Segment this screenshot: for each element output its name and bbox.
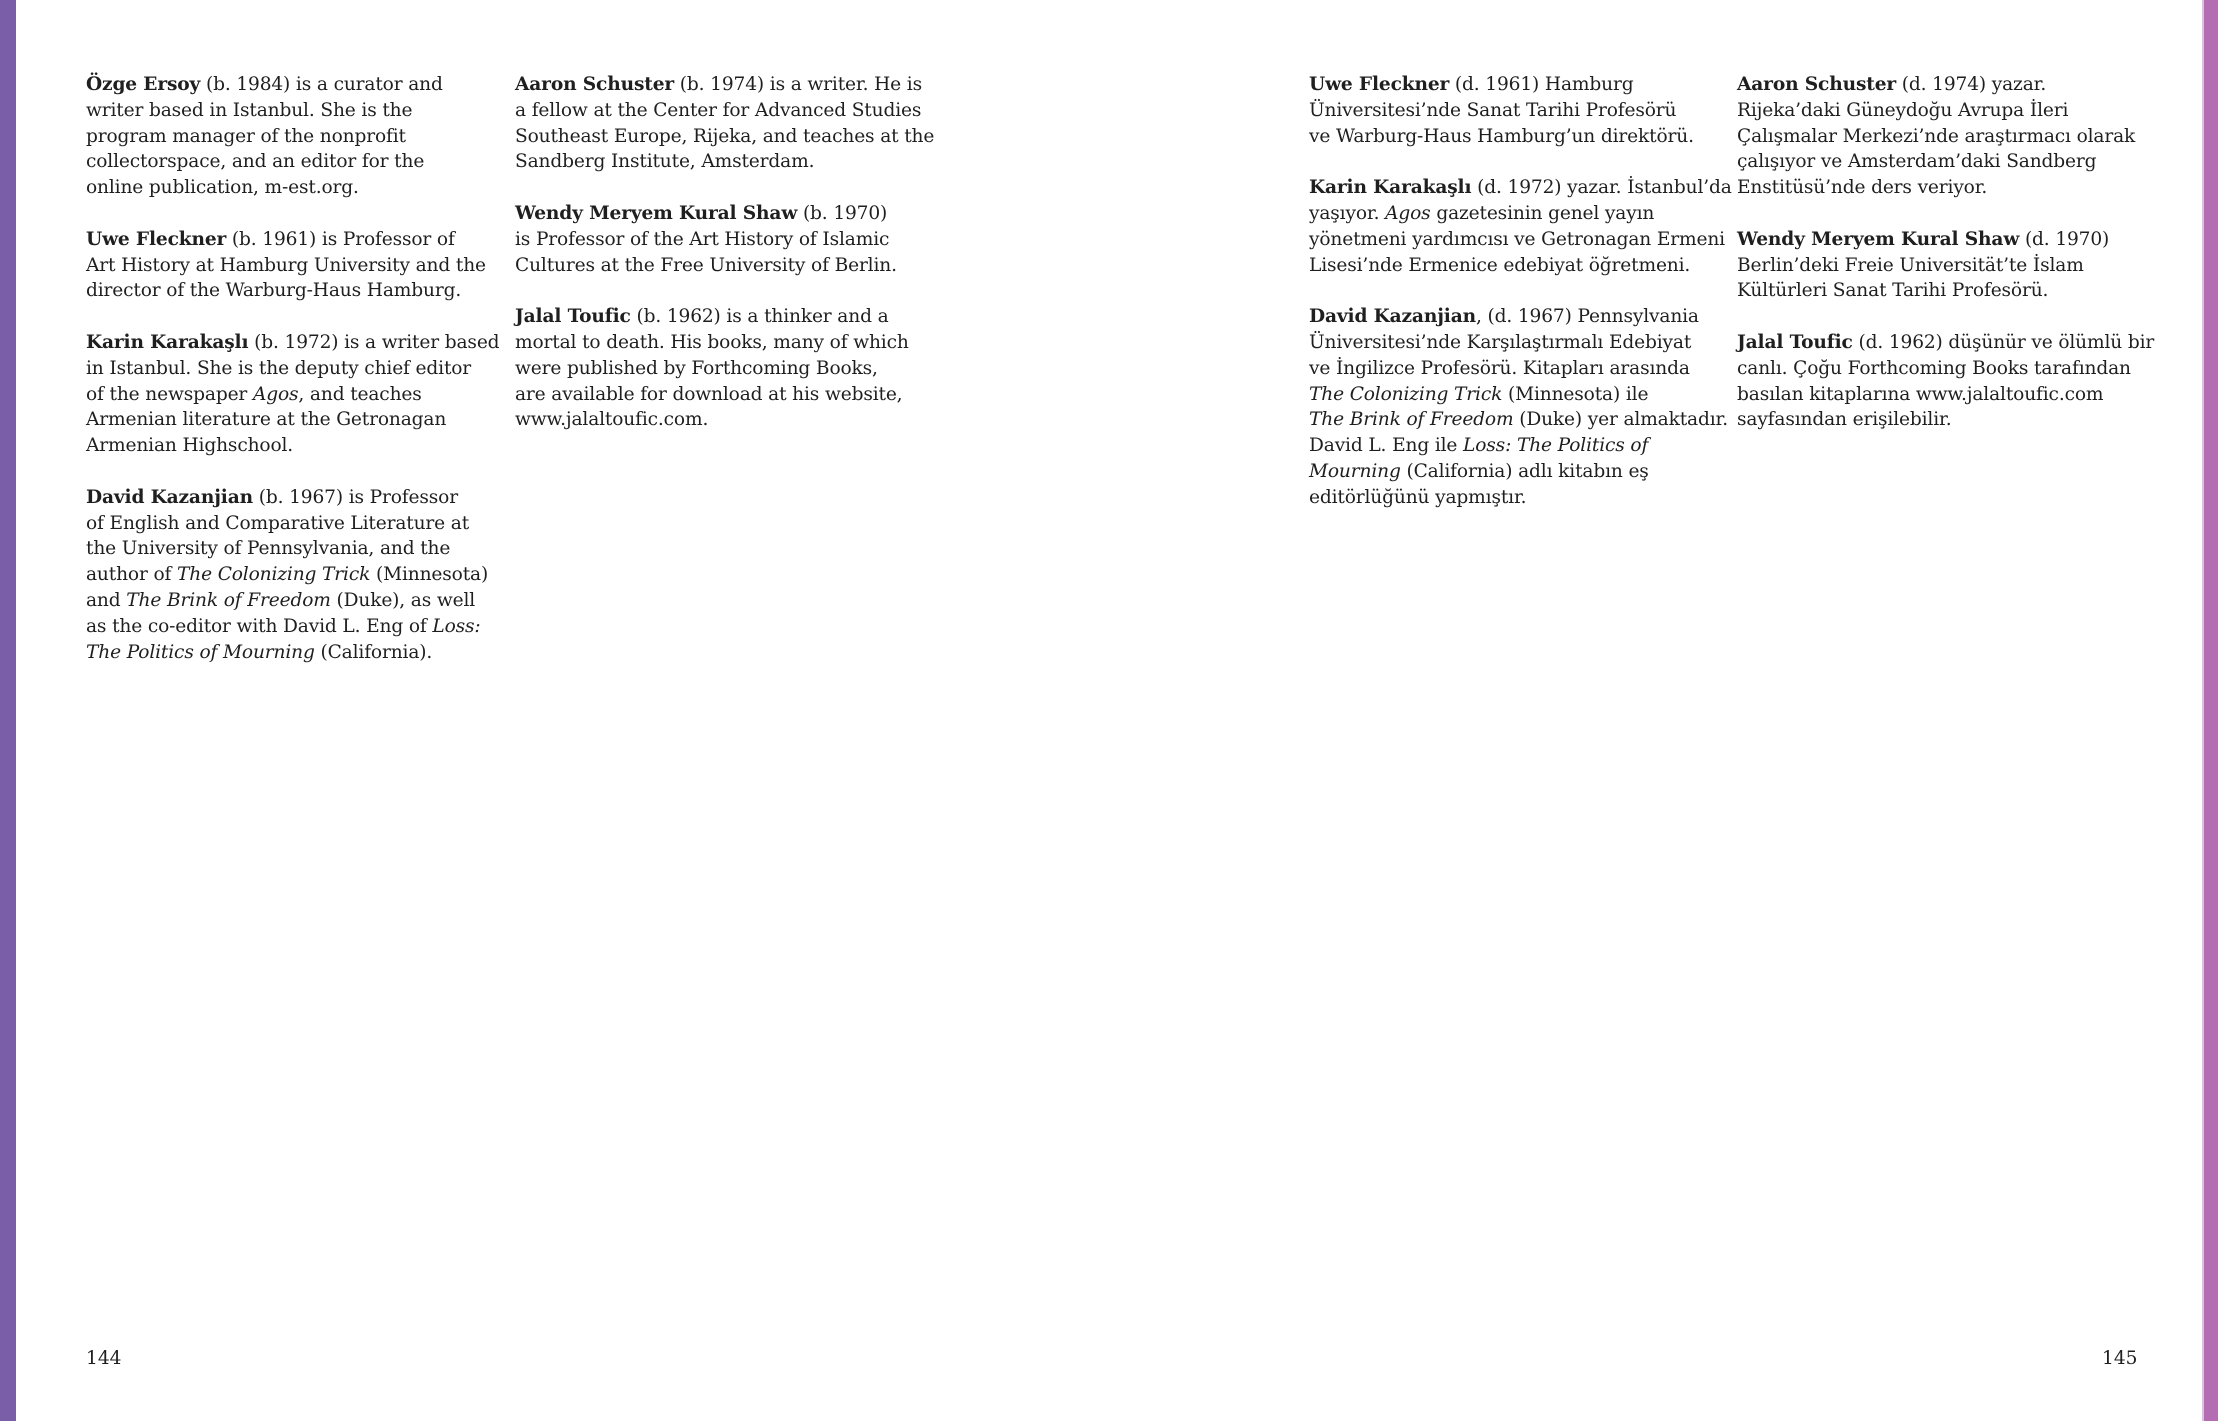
bio-line [1309, 459, 1709, 485]
bio-text: program manager of the nonprofit [86, 125, 406, 147]
bio-line [1309, 433, 1709, 459]
bio-line [86, 433, 486, 459]
bio-column-turkish-2 [1737, 72, 2155, 459]
bio-line [1737, 330, 2155, 356]
bio-line [515, 227, 915, 253]
bio-line [515, 253, 915, 279]
contributor-name: Aaron Schuster [515, 74, 675, 95]
bio-text: (d. 1970) [2019, 228, 2110, 250]
bio-text: (b. 1974) is a writer. He is [674, 74, 922, 95]
bio-line [1309, 227, 1725, 253]
bio-line [86, 253, 486, 279]
bio-text: director of the Warburg-Haus Hamburg. [86, 280, 462, 302]
bio-line [86, 124, 486, 150]
bio-line [86, 356, 486, 382]
page-number-left: 144 [86, 1348, 122, 1369]
italic-title-text: The Brink of Freedom [1309, 409, 1514, 431]
bio-line [1309, 356, 1709, 382]
bio-text: Çalışmalar Merkezi’nde araştırmacı olarak [1737, 125, 2136, 147]
bio-text: author of [86, 564, 177, 586]
bio-text: (b. 1970) [797, 202, 888, 224]
bio-line [1309, 72, 1709, 98]
bio-entry [515, 304, 915, 433]
bio-text: gazetesinin genel yayın [1430, 202, 1655, 224]
bio-entry [86, 227, 486, 304]
bio-text: (Duke), as well [330, 589, 476, 611]
bio-text: basılan kitaplarına www.jalaltoufic.com [1737, 383, 2104, 405]
bio-line [515, 356, 915, 382]
bio-text: (d. 1972) yazar. İstanbul’da [1471, 177, 1732, 199]
bio-text: writer based in Istanbul. She is the [86, 99, 413, 121]
bio-text: Sandberg Institute, Amsterdam. [515, 151, 815, 173]
bio-text: (d. 1962) düşünür ve ölümlü bir [1852, 331, 2155, 353]
bio-text: Art History at Hamburg University and the [86, 254, 486, 276]
bio-text: , (d. 1967) Pennsylvania [1475, 306, 1699, 328]
bio-entry [1309, 304, 1728, 510]
bio-text: of English and Comparative Literature at [86, 512, 470, 534]
bio-text: ve İngilizce Profesörü. Kitapları arasında [1309, 357, 1690, 379]
bio-line [86, 562, 489, 588]
bio-entry [1737, 227, 2137, 304]
bio-text: as the co-editor with David L. Eng of [86, 615, 433, 637]
bio-text: are available for download at his website, [515, 383, 903, 405]
italic-title-text: Agos [252, 383, 299, 405]
bio-text: Berlin’deki Freie Universität’te İslam [1737, 254, 2084, 276]
bio-line [86, 614, 486, 640]
bio-text: canlı. Çoğu Forthcoming Books tarafından [1737, 357, 2131, 379]
bio-text: , and teaches [298, 383, 422, 405]
contributor-name: Jalal Toufic [1737, 331, 1853, 353]
italic-title-text: Loss: [432, 615, 481, 637]
bio-line [1309, 175, 1732, 201]
bio-line [86, 72, 486, 98]
bio-entry [1309, 175, 1732, 278]
bio-line [86, 175, 486, 201]
bio-column-turkish-1 [1309, 72, 1732, 536]
bio-text: (California). [314, 641, 433, 663]
contributor-name: Karin Karakaşlı [86, 331, 249, 353]
bio-line [86, 511, 486, 537]
bio-text: (Minnesota) ile [1502, 383, 1649, 405]
bio-line [1737, 382, 2137, 408]
bio-line [515, 382, 915, 408]
bio-text: Üniversitesi’nde Karşılaştırmalı Edebiyat [1309, 331, 1692, 353]
bio-line [86, 382, 486, 408]
bio-line [1737, 253, 2137, 279]
contributor-name: Uwe Fleckner [86, 228, 227, 250]
bio-line [515, 407, 915, 433]
bio-text: David L. Eng ile [1309, 435, 1464, 457]
contributor-name: Jalal Toufic [515, 306, 631, 328]
bio-text: a fellow at the Center for Advanced Studies [515, 99, 922, 121]
bio-line [1309, 201, 1709, 227]
bio-text: çalışıyor ve Amsterdam’daki Sandberg [1737, 151, 2097, 173]
contributor-name: Karin Karakaşlı [1309, 177, 1472, 199]
bio-entry [515, 72, 935, 175]
bio-line [1309, 382, 1709, 408]
contributor-name: David Kazanjian [86, 486, 253, 508]
bio-line [86, 536, 486, 562]
bio-text: (Minnesota) [370, 564, 489, 586]
bio-line [1737, 98, 2137, 124]
bio-line [515, 149, 915, 175]
bio-text: (d. 1974) yazar. [1896, 74, 2047, 95]
bio-entry [1737, 72, 2137, 201]
bio-text: Armenian Highschool. [86, 435, 294, 457]
bio-text: of the newspaper [86, 383, 253, 405]
bio-column-english-2 [515, 72, 935, 459]
bio-line [86, 588, 486, 614]
bio-text: (b. 1984) is a curator and [200, 74, 443, 95]
bio-text: mortal to death. His books, many of which [515, 331, 909, 353]
bio-text: yönetmeni yardımcısı ve Getronagan Ermeni [1309, 228, 1725, 250]
bio-text: and [86, 589, 127, 611]
italic-title-text: Agos [1385, 202, 1431, 224]
bio-entry [86, 72, 486, 201]
bio-line [515, 72, 922, 98]
bio-text: the University of Pennsylvania, and the [86, 538, 451, 560]
bio-column-english-1 [86, 72, 500, 691]
bio-text: (b. 1962) is a thinker and a [630, 306, 889, 328]
bio-text: (b. 1967) is Professor [252, 486, 458, 508]
bio-line [515, 201, 915, 227]
bio-line [1309, 407, 1728, 433]
bio-line [86, 227, 486, 253]
bio-line [1309, 304, 1709, 330]
bio-text: Cultures at the Free University of Berlin. [515, 254, 897, 276]
italic-title-text: Loss: The Politics of [1463, 435, 1649, 457]
bio-text: (b. 1961) is Professor of [226, 228, 455, 250]
contributor-name: Uwe Fleckner [1309, 74, 1450, 95]
bio-text: Lisesi’nde Ermenice edebiyat öğretmeni. [1309, 254, 1691, 276]
bio-text: Southeast Europe, Rijeka, and teaches at the [515, 125, 935, 147]
bio-text: (b. 1972) is a writer based [248, 331, 500, 353]
bio-text: (Duke) yer almaktadır. [1513, 409, 1728, 431]
bio-line [86, 278, 486, 304]
contributor-name: David Kazanjian [1309, 306, 1476, 328]
bio-text: (d. 1961) Hamburg [1449, 74, 1634, 95]
italic-title-text: The Brink of Freedom [126, 589, 331, 611]
bio-line [515, 124, 935, 150]
bio-line [1737, 124, 2137, 150]
bio-line [1737, 407, 2137, 433]
bio-line [1309, 330, 1709, 356]
bio-entry [86, 330, 500, 459]
contributor-name: Wendy Meryem Kural Shaw [515, 202, 798, 224]
bio-line [1309, 124, 1709, 150]
bio-entry [86, 485, 489, 666]
bio-text: online publication, m-est.org. [86, 177, 359, 199]
bio-text: (California) adlı kitabın eş [1400, 460, 1649, 482]
bio-line [1737, 356, 2137, 382]
bio-text: Rijeka’daki Güneydoğu Avrupa İleri [1737, 99, 2069, 121]
bio-line [86, 98, 486, 124]
bio-line [1737, 175, 2137, 201]
bio-entry [1737, 330, 2155, 433]
italic-title-text: The Colonizing Trick [177, 564, 371, 586]
bio-line [1309, 253, 1709, 279]
bio-entry [515, 201, 915, 278]
contributor-name: Aaron Schuster [1737, 74, 1897, 95]
left-page-edge-bar [0, 0, 16, 1421]
bio-text: Üniversitesi’nde Sanat Tarihi Profesörü [1309, 99, 1677, 121]
bio-line [86, 330, 500, 356]
bio-line [1737, 227, 2137, 253]
bio-text: Enstitüsü’nde ders veriyor. [1737, 177, 1988, 199]
italic-title-text: The Colonizing Trick [1309, 383, 1503, 405]
bio-entry [1309, 72, 1709, 149]
bio-line [86, 485, 486, 511]
bio-line [1737, 149, 2137, 175]
bio-line [86, 407, 486, 433]
bio-text: sayfasından erişilebilir. [1737, 409, 1952, 431]
page-number-right: 145 [2102, 1348, 2138, 1369]
bio-text: Kültürleri Sanat Tarihi Profesörü. [1737, 280, 2049, 302]
bio-text: were published by Forthcoming Books, [515, 357, 878, 379]
contributor-name: Özge Ersoy [86, 74, 201, 95]
bio-line [1737, 278, 2137, 304]
bio-text: Armenian literature at the Getronagan [86, 409, 447, 431]
bio-line [515, 98, 922, 124]
bio-text: collectorspace, and an editor for the [86, 151, 425, 173]
bio-line [515, 330, 915, 356]
bio-line [515, 304, 915, 330]
bio-text: in Istanbul. She is the deputy chief editor [86, 357, 472, 379]
right-page-edge-bar [2204, 0, 2218, 1421]
bio-text: is Professor of the Art History of Islamic [515, 228, 890, 250]
italic-title-text: The Politics of Mourning [86, 641, 315, 663]
bio-text: www.jalaltoufic.com. [515, 409, 709, 431]
bio-line [86, 149, 486, 175]
bio-line [1309, 98, 1709, 124]
bio-line [1737, 72, 2137, 98]
bio-text: editörlüğünü yapmıştır. [1309, 486, 1527, 508]
bio-text: ve Warburg-Haus Hamburg’un direktörü. [1309, 125, 1694, 147]
bio-line [1309, 485, 1709, 511]
bio-line [86, 640, 486, 666]
contributor-name: Wendy Meryem Kural Shaw [1737, 228, 2020, 250]
bio-text: yaşıyor. [1309, 202, 1386, 224]
italic-title-text: Mourning [1309, 460, 1401, 482]
